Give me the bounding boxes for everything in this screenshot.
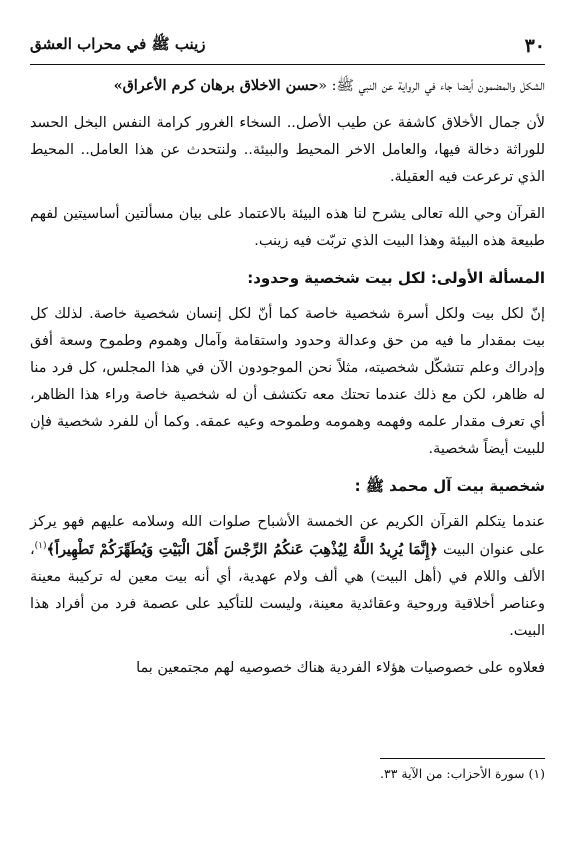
quote-close: » [113, 77, 123, 94]
quran-verse: ﴿إِنَّمَا يُرِيدُ اللَّهُ لِيُذْهِبَ عَنكُمُ الرِّجْسَ أَهْلَ الْبَيْتِ وَيُطَهِّرَكُمْ تَطْهِيراً﴾ [46, 541, 438, 558]
running-title: زينب ﷺ في محراب العشق [30, 35, 206, 53]
section-2-last: فعلاوه على خصوصيات هؤلاء الفردية هناك خصوصيه لهم مجتمعين بما [136, 660, 545, 676]
page-header [30, 34, 545, 58]
header-rule [30, 64, 545, 65]
footnote-rule [380, 758, 545, 759]
footnote-reference: (١) [34, 541, 47, 552]
page-number: ٣٠ [524, 35, 545, 57]
footnote: (١) سورة الأحزاب: من الآية ٣٣. [380, 766, 545, 781]
paragraph-2: القرآن وحي الله تعالى يشرح لنا هذه البيئة بالاعتماد على بيان مسألتين أساسيتين لفهم طبيعة هذه البيئة وهذا البيت الذي تربّت فيه زينب. [30, 206, 545, 249]
page-body [30, 72, 545, 692]
section-2-heading: شخصية بيت آل محمد ﷺ : [354, 477, 545, 495]
section-2-text-after: ، الألف واللام في (أهل البيت) هي ألف ولام عهدية، أي أنه بيت معين له تركيبة معينة وعناصر أخلاقية وروحية وعقائدية معينة، وليست للتأكيد على عصمة فرد من أفراد هذا البيت. [30, 542, 545, 639]
intro-paragraph [30, 72, 545, 100]
section-1-heading: المسألة الأولى: لكل بيت شخصية وحدود: [247, 269, 545, 287]
intro-text: الشكل والمضمون أيضا جاء في الرواية عن النبي ﷺ: « [318, 78, 545, 94]
hadith-quote: حسن الاخلاق برهان كرم الأعراق [122, 77, 319, 94]
section-2-text-before: عندما يتكلم القرآن الكريم عن الخمسة الأشباح صلوات الله وسلامه عليهم فهو يركز على عنوان البيت [30, 514, 546, 558]
section-2-text [30, 509, 545, 645]
paragraph-1: لأن جمال الأخلاق كاشفة عن طيب الأصل.. السخاء الغرور كرامة النفس البخل الحسد للوراثة دخالة فيها، والعامل الاخر المحيط والبيئة.. ولنتحدث عن هذا العامل.. المحيط الذي ترعرعت فيه العقيلة. [30, 115, 545, 185]
section-1-text: إنّ لكل بيت ولكل أسرة شخصية خاصة كما أنّ لكل إنسان شخصية خاصة. لذلك كل بيت بمقدار ما فيه من حق وعدالة وحدود واستقامة وآمال وهموم وطموح وسعة أفق وإدراك وعلم تتشكّل شخصيته، مثلاً نحن الموجودون الآن في هذا المجلس، كل فرد منا له ظاهر، لكن مع ذلك عندما تحتك معه تكتشف أن له شخصية خاصة وراء هذا الظاهر، أي تعرف مقدار علمه وفهمه وهمومه وطموحه وعيه عمقه. وكما أن للفرد شخصية فإن للبيت أيضاً شخصية. [30, 306, 545, 457]
